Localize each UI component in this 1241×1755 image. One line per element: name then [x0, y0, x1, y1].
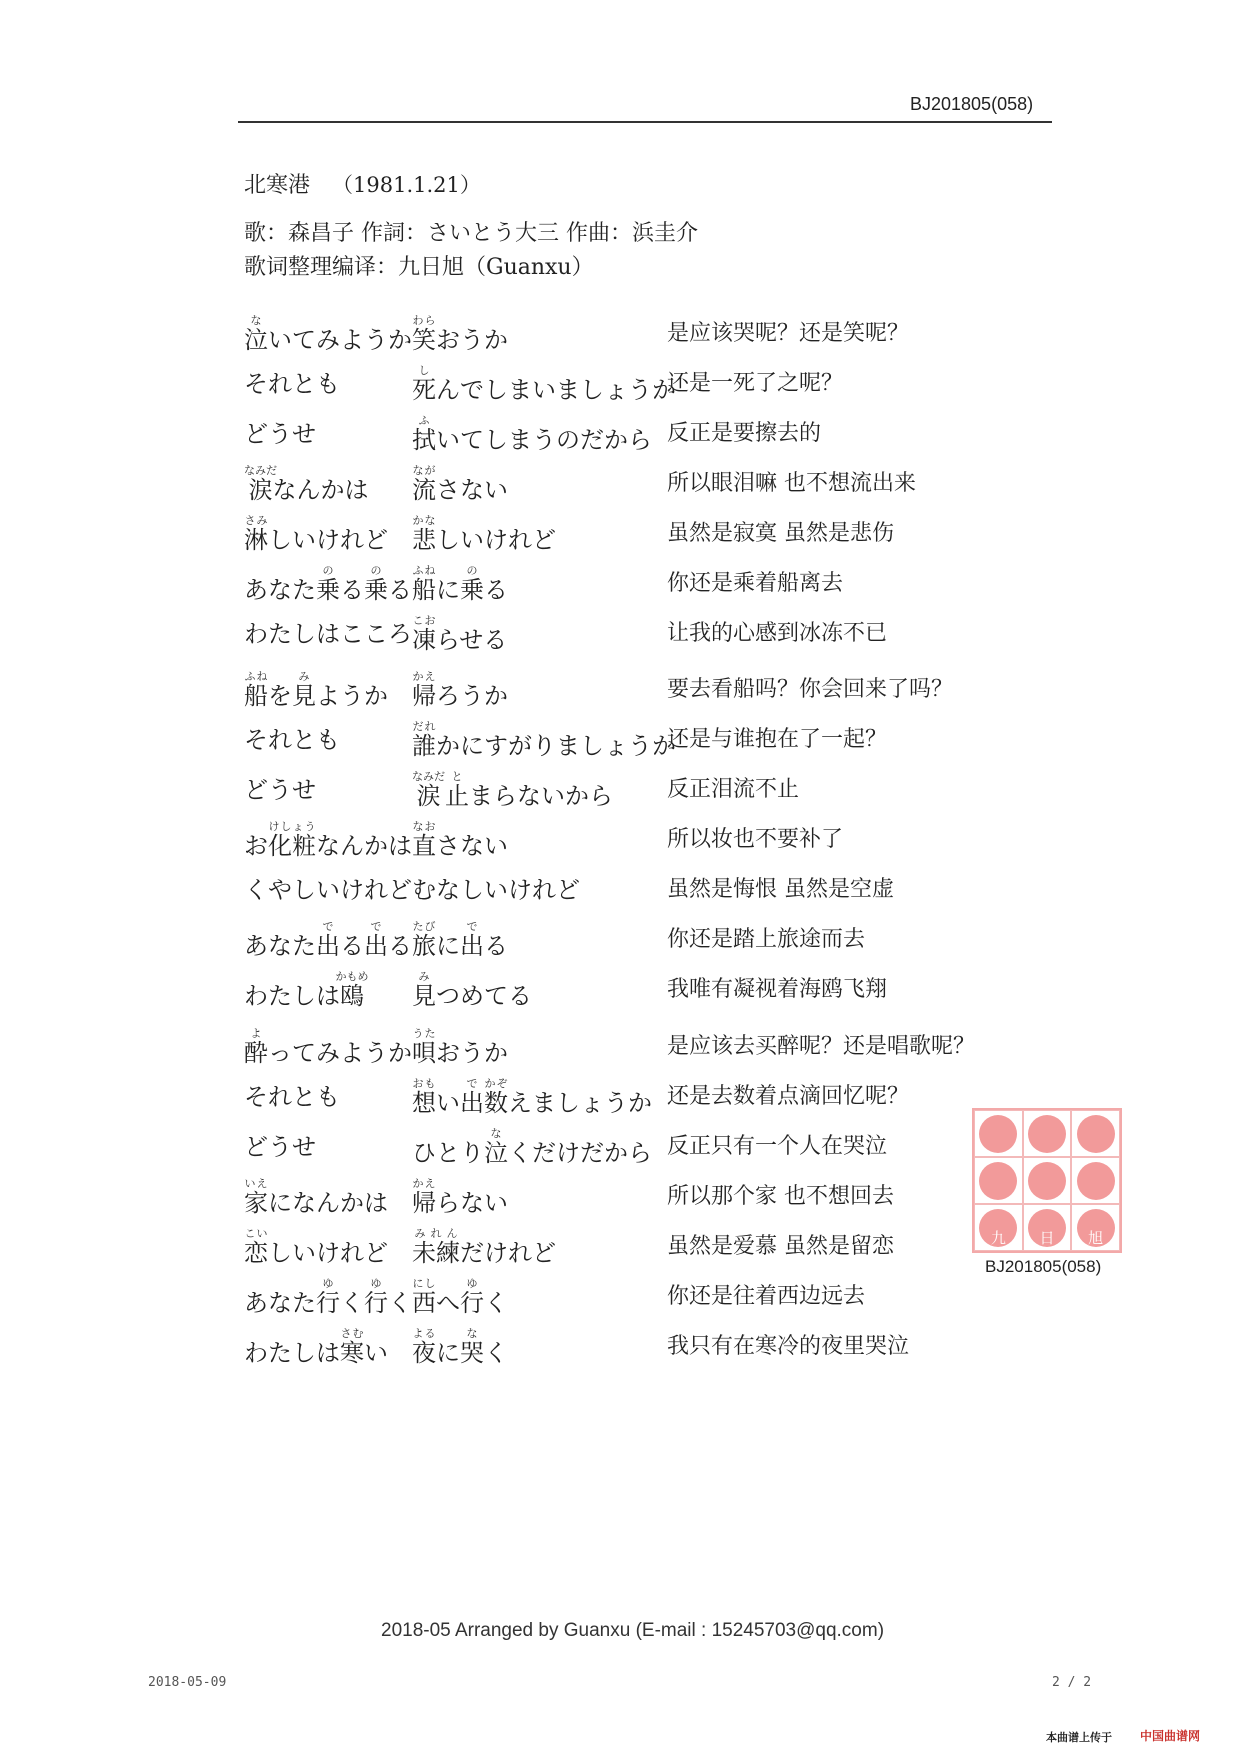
kanji: 悲: [412, 526, 436, 554]
chinese-translation: 还是与谁抱在了一起？: [667, 727, 888, 752]
japanese-phrase-1: [244, 614, 412, 649]
furigana: な: [244, 314, 268, 327]
seal-code: BJ201805(058): [985, 1257, 1102, 1276]
furigana: さむ: [340, 1327, 364, 1340]
seal-dot: [979, 1115, 1017, 1153]
furigana: だれ: [412, 720, 436, 733]
translator-credit: 歌词整理编译：九日旭（Guanxu）: [244, 255, 594, 280]
kana-text: わたしは: [244, 982, 340, 1010]
kana-text: る: [388, 576, 412, 604]
furigana: し: [412, 364, 436, 377]
furigana: で: [364, 920, 388, 933]
stanza-2: [244, 650, 1024, 1010]
furigana: にし: [412, 1277, 436, 1290]
kana-text: わたしはこころ: [244, 620, 412, 648]
kana-text: る: [340, 576, 364, 604]
furigana: なお: [412, 820, 436, 833]
kanji-with-reading: [340, 1327, 364, 1367]
kana-text: く: [484, 1289, 508, 1317]
kana-text: に: [436, 576, 460, 604]
page-number: 2 / 2: [1052, 1675, 1092, 1690]
kanji: 恋: [244, 1239, 268, 1267]
kana-text: つめてる: [436, 982, 532, 1010]
lyric-line: [244, 344, 1024, 404]
lyric-line: [244, 394, 1024, 454]
furigana: の: [316, 564, 340, 577]
kanji: 出: [364, 932, 388, 960]
kana-text: る: [484, 576, 508, 604]
kanji: 直: [412, 832, 436, 860]
furigana: と: [445, 770, 469, 783]
kanji: 鴎: [335, 982, 369, 1010]
kanji: 泣: [484, 1139, 508, 1167]
kanji: 涙: [244, 476, 277, 504]
seal-cell: [1071, 1157, 1120, 1204]
kana-text: らせる: [436, 626, 508, 654]
chinese-translation: 让我的心感到冰冻不已: [667, 621, 888, 646]
kana-text: くやしいけれど: [244, 876, 412, 904]
kanji: 船: [412, 576, 436, 604]
kanji: 死: [412, 376, 436, 404]
kanji: 哭: [460, 1339, 484, 1367]
seal-cell: [1023, 1110, 1072, 1157]
furigana: の: [460, 564, 484, 577]
seal-char: 日: [1039, 1229, 1055, 1247]
kana-text: おうか: [436, 326, 508, 354]
furigana: わら: [412, 314, 436, 327]
lyric-line: [244, 1157, 1024, 1217]
kana-text: どうせ: [244, 420, 316, 448]
song-date: （1981.1.21）: [332, 173, 481, 197]
kanji-with-reading: [335, 970, 369, 1010]
print-date: 2018-05-09: [148, 1675, 227, 1690]
kana-text: く: [484, 1339, 508, 1367]
arranger-credit: 2018-05 Arranged by Guanxu (E-mail : 15245703@qq.com): [381, 1620, 885, 1641]
lyric-line: [244, 294, 1024, 354]
furigana: おも: [412, 1077, 436, 1090]
furigana: いえ: [244, 1177, 268, 1190]
stanza-1: [244, 294, 1024, 654]
kanji: 化粧: [268, 832, 316, 860]
furigana: たび: [412, 920, 436, 933]
lyric-line: [244, 1007, 1024, 1067]
kanji: 未練: [412, 1239, 460, 1267]
kana-text: ろうか: [436, 682, 508, 710]
kana-text: まらないから: [469, 782, 613, 810]
kanji: 笑: [412, 326, 436, 354]
kanji: 淋: [244, 526, 268, 554]
upload-note: 本曲谱上传于: [1046, 1731, 1112, 1744]
furigana: で: [460, 920, 484, 933]
kana-text: へ: [436, 1289, 460, 1317]
header-rule: [238, 121, 1052, 123]
chinese-translation: 要去看船吗？你会回来了吗？: [667, 677, 954, 702]
kana-text: しいけれど: [268, 526, 388, 554]
furigana: ゆ: [364, 1277, 388, 1290]
furigana: なみだ: [412, 770, 445, 783]
lyric-line: [244, 750, 1024, 810]
kana-text: なんかは: [316, 832, 412, 860]
kana-text: さない: [436, 832, 508, 860]
kanji: 泣: [244, 326, 268, 354]
kana-text: かにすがりましょうか: [436, 732, 676, 760]
lyric-line: [244, 494, 1024, 554]
kanji: 見: [292, 682, 316, 710]
seal-cell: [1071, 1110, 1120, 1157]
furigana: かえ: [412, 1177, 436, 1190]
kana-text: それとも: [244, 726, 340, 754]
lyric-line: [244, 800, 1024, 860]
furigana: さみ: [244, 514, 268, 527]
kana-text: になんかは: [268, 1189, 388, 1217]
lyric-line: [244, 1257, 1024, 1317]
kanji: 船: [244, 682, 268, 710]
kana-text: あなた: [244, 576, 316, 604]
song-title: 北寒港: [244, 173, 311, 198]
seal-char: 旭: [1088, 1229, 1104, 1247]
song-credits: 歌：森昌子 作詞：さいとう大三 作曲：浜圭介: [244, 221, 698, 246]
kanji: 帰: [412, 682, 436, 710]
kanji: 西: [412, 1289, 436, 1317]
furigana: み: [412, 970, 436, 983]
kana-text: お: [244, 832, 268, 860]
furigana: かもめ: [335, 970, 369, 983]
chinese-translation: 你还是往着西边远去: [667, 1284, 866, 1309]
kanji: 想: [412, 1089, 436, 1117]
kana-text: あなた: [244, 932, 316, 960]
kana-text: く: [340, 1289, 364, 1317]
kana-text: さない: [436, 476, 508, 504]
furigana: なが: [412, 464, 436, 477]
chinese-translation: 所以眼泪嘛 也不想流出来: [667, 471, 916, 496]
kana-text: おうか: [436, 1039, 508, 1067]
chinese-translation: 还是一死了之呢？: [667, 371, 844, 396]
lyric-line: [244, 1307, 1024, 1367]
kanji: 数: [484, 1089, 508, 1117]
chinese-translation: 虽然是爱慕 虽然是留恋: [667, 1234, 894, 1259]
furigana: かな: [412, 514, 436, 527]
kana-text: る: [388, 932, 412, 960]
chinese-translation: 所以那个家 也不想回去: [667, 1184, 894, 1209]
furigana: な: [484, 1127, 508, 1140]
kanji: 寒: [340, 1339, 364, 1367]
kana-text: に: [436, 1339, 460, 1367]
kana-text: る: [340, 932, 364, 960]
lyric-line: [244, 850, 1024, 904]
kana-text: どうせ: [244, 1133, 316, 1161]
furigana: で: [460, 1077, 484, 1090]
chinese-translation: 反正泪流不止: [667, 777, 800, 802]
kana-text: く: [388, 1289, 412, 1317]
kana-text: あなた: [244, 1289, 316, 1317]
kana-text: なんかは: [272, 476, 369, 504]
kana-text: らない: [436, 1189, 508, 1217]
seal-dot: [1077, 1115, 1115, 1153]
kanji: 旅: [412, 932, 436, 960]
seal-cell: [1023, 1157, 1072, 1204]
chinese-translation: 是应该去买醉呢？还是唱歌呢？: [667, 1034, 976, 1059]
kanji: 家: [244, 1189, 268, 1217]
kanji: 帰: [412, 1189, 436, 1217]
chinese-translation: 我唯有凝视着海鸥飞翔: [667, 977, 888, 1002]
lyric-line: [244, 900, 1024, 960]
chinese-translation: 我只有在寒冷的夜里哭泣: [667, 1334, 910, 1359]
kanji: 見: [412, 982, 436, 1010]
kanji: 出: [460, 1089, 484, 1117]
kanji: 夜: [412, 1339, 436, 1367]
seal-dot: [1077, 1162, 1115, 1200]
seal-cell: [974, 1204, 1023, 1251]
kanji: 涙: [412, 782, 445, 810]
seal-cell: [974, 1110, 1023, 1157]
stanza-3: [244, 1007, 1024, 1367]
kana-text: いてみようか: [268, 326, 412, 354]
lyric-line: [244, 1207, 1024, 1267]
seal-cell: [974, 1157, 1023, 1204]
lyric-line: [244, 544, 1024, 604]
chinese-translation: 虽然是寂寞 虽然是悲伤: [667, 521, 894, 546]
kanji: 乗: [316, 576, 340, 604]
kana-text: どうせ: [244, 776, 316, 804]
kana-text: んでしまいましょうか: [436, 376, 676, 404]
seal-char: 九: [990, 1229, 1006, 1247]
furigana: で: [316, 920, 340, 933]
chinese-translation: 反正只有一个人在哭泣: [667, 1134, 888, 1159]
chinese-translation: 你还是乘着船离去: [667, 571, 844, 596]
chinese-translation: 你还是踏上旅途而去: [667, 927, 866, 952]
furigana: よ: [244, 1027, 268, 1040]
furigana: みれん: [412, 1227, 460, 1240]
chinese-translation: 反正是要擦去的: [667, 421, 822, 446]
seal-dot: [1028, 1162, 1066, 1200]
seal-dot: [1028, 1115, 1066, 1153]
kana-text: に: [436, 932, 460, 960]
furigana: の: [364, 564, 388, 577]
furigana: ゆ: [316, 1277, 340, 1290]
chinese-translation: 所以妆也不要补了: [667, 827, 844, 852]
japanese-phrase-2: [412, 970, 532, 1011]
kanji: 唄: [412, 1039, 436, 1067]
kana-text: い: [364, 1339, 388, 1367]
kana-text: しいけれど: [436, 526, 556, 554]
furigana: ふね: [244, 670, 268, 683]
seal-cell: [1071, 1204, 1120, 1251]
kana-text: を: [268, 682, 292, 710]
kanji-with-reading: [460, 1327, 484, 1367]
kana-text: る: [484, 932, 508, 960]
lyric-line: [244, 700, 1024, 760]
japanese-phrase-2: [412, 614, 507, 655]
lyric-line: [244, 950, 1024, 1010]
kana-text: それとも: [244, 370, 340, 398]
kana-text: しいけれど: [268, 1239, 388, 1267]
kana-text: むなしいけれど: [412, 876, 580, 904]
site-logo: 中国曲谱网: [1140, 1729, 1201, 1743]
kana-text: くだけだから: [508, 1139, 652, 1167]
kana-text: わたしは: [244, 1339, 340, 1367]
author-seal: [972, 1108, 1122, 1253]
kanji-with-reading: [412, 1327, 436, 1367]
kana-text: それとも: [244, 1083, 340, 1111]
kanji: 凍: [412, 626, 436, 654]
kana-text: ひとり: [412, 1139, 484, 1167]
chinese-translation: 虽然是悔恨 虽然是空虚: [667, 877, 894, 902]
furigana: み: [292, 670, 316, 683]
kanji: 酔: [244, 1039, 268, 1067]
kanji: 行: [316, 1289, 340, 1317]
furigana: かぞ: [484, 1077, 508, 1090]
lyric-line: [244, 444, 1024, 504]
lyric-line: [244, 650, 1024, 710]
kanji: 行: [460, 1289, 484, 1317]
kana-text: だけれど: [460, 1239, 556, 1267]
japanese-phrase-2: [412, 1327, 508, 1368]
kanji-with-reading: [412, 970, 436, 1010]
song-title-line: [244, 168, 481, 199]
lyric-line: [244, 1107, 1024, 1167]
seal-dot: [979, 1162, 1017, 1200]
kanji: 止: [445, 782, 469, 810]
japanese-phrase-1: [244, 1327, 388, 1368]
furigana: けしょう: [268, 820, 316, 833]
seal-grid: [974, 1110, 1120, 1251]
kanji: 拭: [412, 426, 436, 454]
lyric-line: [244, 594, 1024, 654]
lyric-line: [244, 1057, 1024, 1117]
furigana: ゆ: [460, 1277, 484, 1290]
furigana: かえ: [412, 670, 436, 683]
furigana: なみだ: [244, 464, 277, 477]
kana-text: い: [436, 1089, 460, 1117]
kanji: 乗: [364, 576, 388, 604]
kanji: 誰: [412, 732, 436, 760]
chinese-translation: 还是去数着点滴回忆呢？: [667, 1084, 910, 1109]
kanji: 流: [412, 476, 436, 504]
kana-text: ってみようか: [268, 1039, 412, 1067]
furigana: ふ: [412, 414, 436, 427]
furigana: こい: [244, 1227, 268, 1240]
document-code: BJ201805(058): [910, 94, 1034, 114]
kanji: 行: [364, 1289, 388, 1317]
furigana: こお: [412, 614, 436, 627]
seal-cell: [1023, 1204, 1072, 1251]
kanji: 出: [460, 932, 484, 960]
kana-text: ようか: [316, 682, 388, 710]
furigana: よる: [412, 1327, 436, 1340]
furigana: な: [460, 1327, 484, 1340]
kanji: 出: [316, 932, 340, 960]
japanese-phrase-1: [244, 970, 369, 1011]
chinese-translation: 是应该哭呢？还是笑呢？: [667, 321, 910, 346]
furigana: うた: [412, 1027, 436, 1040]
kana-text: えましょうか: [508, 1089, 652, 1117]
kanji: 乗: [460, 576, 484, 604]
furigana: ふね: [412, 564, 436, 577]
kana-text: いてしまうのだから: [436, 426, 652, 454]
